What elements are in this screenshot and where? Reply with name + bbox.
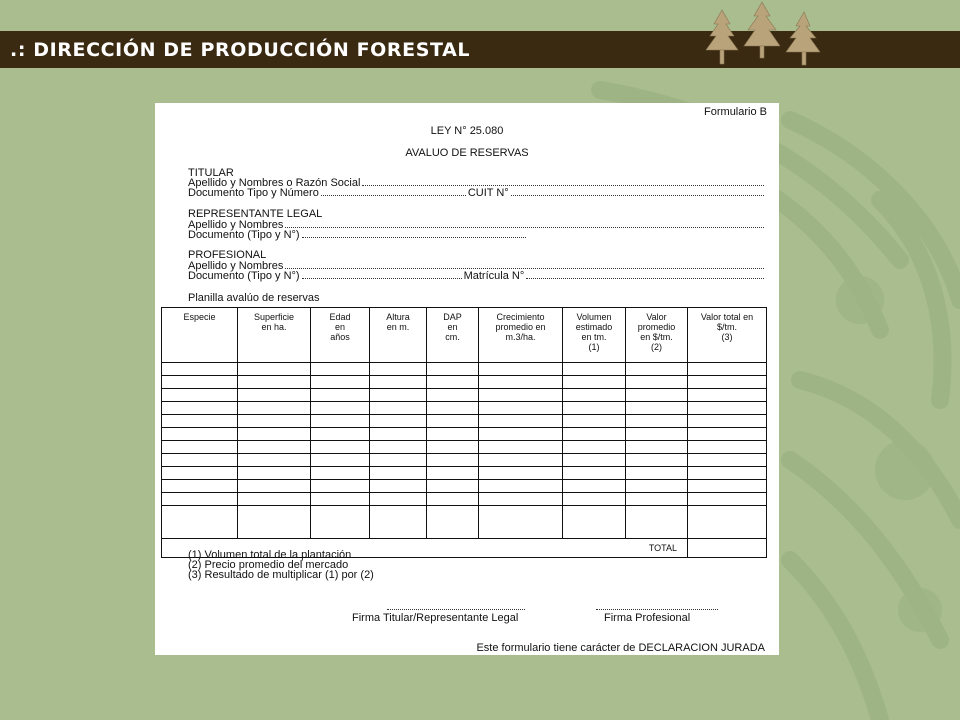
column-header: Superficie en ha. [238, 308, 311, 363]
table-cell [238, 454, 311, 467]
table-cell [162, 441, 238, 454]
table-cell [311, 363, 370, 376]
table-cell [162, 428, 238, 441]
signature-line-titular [387, 609, 525, 610]
table-cell [626, 480, 688, 493]
table-cell [479, 402, 563, 415]
table-cell [427, 441, 479, 454]
column-header: DAP en cm. [427, 308, 479, 363]
profesional-matricula-label: Matrícula N° [463, 270, 525, 282]
column-header: Especie [162, 308, 238, 363]
table-cell [626, 389, 688, 402]
table-cell [238, 428, 311, 441]
declaration-note: Este formulario tiene carácter de DECLARACION JURADA [476, 642, 765, 654]
table-cell [311, 506, 370, 539]
note-2: (2) Precio promedio del mercado [188, 559, 349, 571]
table-cell [427, 506, 479, 539]
table-cell [238, 402, 311, 415]
table-cell [427, 389, 479, 402]
titular-heading: TITULAR [188, 167, 234, 179]
table-cell [479, 363, 563, 376]
table-row [162, 493, 767, 506]
table-cell [370, 441, 427, 454]
table-cell [563, 376, 626, 389]
table-row [162, 428, 767, 441]
table-cell [311, 467, 370, 480]
table-cell [427, 428, 479, 441]
profesional-doc-field [188, 270, 766, 282]
form-document [155, 103, 779, 655]
profesional-doc-label: Documento (Tipo y N°) [188, 270, 300, 282]
table-cell [311, 493, 370, 506]
table-cell [479, 389, 563, 402]
form-id: Formulario B [704, 106, 767, 118]
table-cell [311, 402, 370, 415]
table-cell [563, 415, 626, 428]
table-cell [370, 415, 427, 428]
table-cell [626, 454, 688, 467]
table-cell [162, 363, 238, 376]
table-cell [626, 467, 688, 480]
table-cell [563, 454, 626, 467]
table-cell [479, 454, 563, 467]
titular-doc-field [188, 187, 766, 199]
representante-doc-field [188, 229, 528, 241]
table-cell [427, 454, 479, 467]
representante-heading: REPRESENTANTE LEGAL [188, 208, 323, 220]
table-cell [311, 389, 370, 402]
law-number: LEY N° 25.080 [430, 125, 504, 137]
table-cell [479, 493, 563, 506]
column-header: Valor promedio en $/tm. (2) [626, 308, 688, 363]
table-cell [688, 402, 767, 415]
table-cell [427, 415, 479, 428]
titular-doc-label: Documento Tipo y Número [188, 187, 319, 199]
table-cell [238, 389, 311, 402]
table-cell [479, 441, 563, 454]
table-cell [370, 454, 427, 467]
table-cell [370, 493, 427, 506]
table-row [162, 389, 767, 402]
pine-trees-icon [700, 0, 830, 70]
table-row [162, 454, 767, 467]
table-row [162, 467, 767, 480]
table-cell [238, 376, 311, 389]
table-row [162, 402, 767, 415]
table-cell [688, 480, 767, 493]
table-cell [688, 428, 767, 441]
representante-name-label: Apellido y Nombres [188, 219, 284, 231]
column-header: Edad en años [311, 308, 370, 363]
table-cell [479, 480, 563, 493]
table-cell [563, 402, 626, 415]
table-cell [311, 454, 370, 467]
table-row [162, 363, 767, 376]
signature-titular-label: Firma Titular/Representante Legal [352, 612, 519, 624]
signature-profesional-label: Firma Profesional [604, 612, 691, 624]
table-cell [427, 402, 479, 415]
table-cell [688, 441, 767, 454]
table-cell [626, 428, 688, 441]
table-cell [563, 441, 626, 454]
table-cell [563, 428, 626, 441]
table-cell [563, 480, 626, 493]
table-cell [626, 493, 688, 506]
table-cell [311, 415, 370, 428]
table-cell [162, 506, 238, 539]
profesional-heading: PROFESIONAL [188, 249, 267, 261]
titular-cuit-label: CUIT N° [467, 187, 509, 199]
table-cell [238, 441, 311, 454]
representante-doc-label: Documento (Tipo y N°) [188, 229, 300, 241]
table-cell [427, 376, 479, 389]
table-cell [688, 467, 767, 480]
table-cell [311, 428, 370, 441]
table-cell [370, 506, 427, 539]
column-header: Valor total en $/tm. (3) [688, 308, 767, 363]
table-cell [688, 376, 767, 389]
table-cell [427, 493, 479, 506]
table-cell [238, 363, 311, 376]
titular-name-label: Apellido y Nombres o Razón Social [188, 177, 361, 189]
table-cell [688, 415, 767, 428]
table-cell [370, 376, 427, 389]
table-cell [563, 389, 626, 402]
table-cell [479, 506, 563, 539]
table-row [162, 506, 767, 539]
table-cell [370, 428, 427, 441]
form-title: AVALUO DE RESERVAS [405, 147, 529, 159]
table-cell [311, 376, 370, 389]
table-cell [479, 428, 563, 441]
table-caption: Planilla avalúo de reservas [188, 292, 320, 304]
table-cell [311, 480, 370, 493]
table-row [162, 376, 767, 389]
table-row [162, 480, 767, 493]
table-cell [626, 415, 688, 428]
page-title: .: DIRECCIÓN DE PRODUCCIÓN FORESTAL [10, 39, 471, 61]
table-cell [238, 467, 311, 480]
table-cell [370, 363, 427, 376]
valuation-table [161, 307, 767, 558]
table-cell [563, 467, 626, 480]
table-cell [238, 480, 311, 493]
table-cell [311, 441, 370, 454]
table-cell [688, 389, 767, 402]
table-cell [162, 402, 238, 415]
table-cell [479, 376, 563, 389]
table-cell [427, 363, 479, 376]
table-cell [162, 480, 238, 493]
table-header-row [162, 308, 767, 363]
table-cell [626, 506, 688, 539]
profesional-name-label: Apellido y Nombres [188, 260, 284, 272]
table-row [162, 415, 767, 428]
table-cell [688, 363, 767, 376]
column-header: Volumen estimado en tm. (1) [563, 308, 626, 363]
table-cell [626, 402, 688, 415]
note-3: (3) Resultado de multiplicar (1) por (2) [188, 569, 374, 581]
table-cell [626, 441, 688, 454]
table-cell [427, 467, 479, 480]
table-cell [370, 389, 427, 402]
table-cell [688, 506, 767, 539]
signature-line-profesional [596, 609, 718, 610]
column-header: Altura en m. [370, 308, 427, 363]
table-cell [162, 415, 238, 428]
table-cell [370, 402, 427, 415]
table-cell [162, 376, 238, 389]
table-cell [479, 467, 563, 480]
table-cell [370, 480, 427, 493]
table-cell [162, 454, 238, 467]
total-label: TOTAL [162, 539, 688, 558]
table-cell [626, 376, 688, 389]
table-cell [238, 506, 311, 539]
table-cell [162, 493, 238, 506]
table-cell [479, 415, 563, 428]
table-row [162, 441, 767, 454]
note-1: (1) Volumen total de la plantación [188, 549, 352, 561]
table-cell [162, 389, 238, 402]
table-cell [563, 363, 626, 376]
table-cell [238, 493, 311, 506]
table-cell [238, 415, 311, 428]
table-cell [162, 467, 238, 480]
table-cell [563, 493, 626, 506]
table-cell [370, 467, 427, 480]
table-cell [626, 363, 688, 376]
table-cell [427, 480, 479, 493]
total-value-cell [688, 539, 767, 558]
table-cell [688, 454, 767, 467]
column-header: Crecimiento promedio en m.3/ha. [479, 308, 563, 363]
table-cell [563, 506, 626, 539]
table-cell [688, 493, 767, 506]
